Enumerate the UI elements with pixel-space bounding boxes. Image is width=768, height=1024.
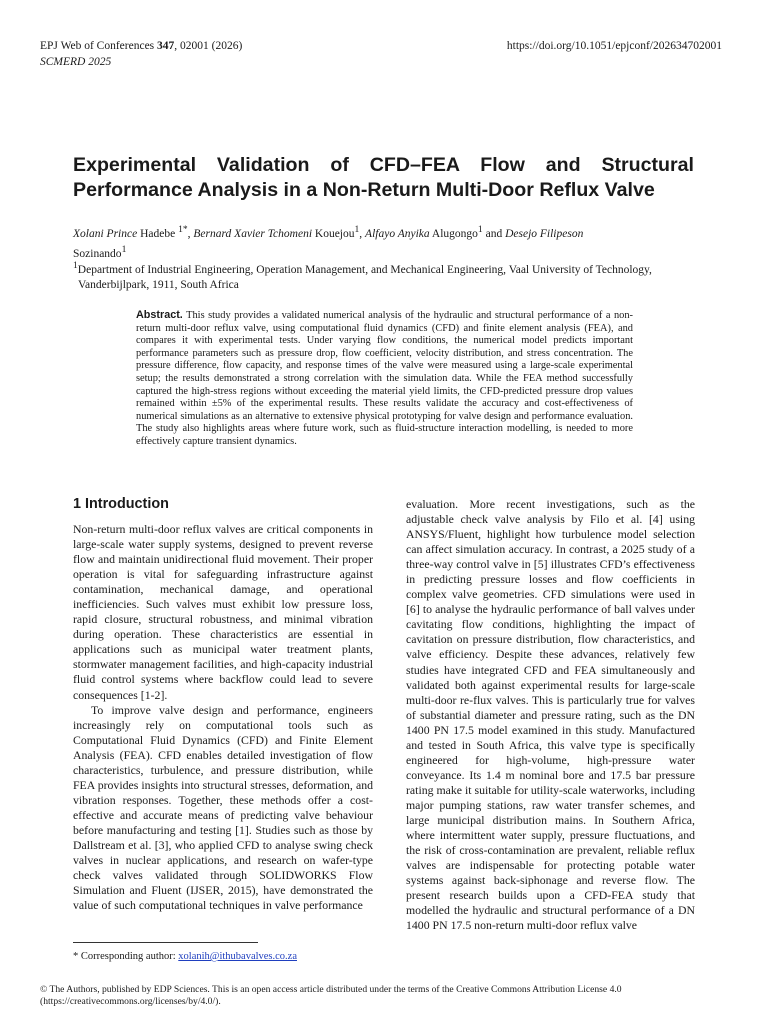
doi-link[interactable]: https://doi.org/10.1051/epjconf/202634702001 <box>506 40 722 52</box>
paper-title: Experimental Validation of CFD–FEA Flow and Structural Performance Analysis in a Non-Return Multi-Door Reflux Valve <box>73 154 694 201</box>
affiliation-sup: 1 <box>73 260 78 271</box>
author-2-given: Bernard Xavier Tchomeni <box>193 227 313 240</box>
affiliation <box>73 258 693 293</box>
author-2-sup: 1 <box>354 224 360 235</box>
author-4-sup: 1 <box>121 243 127 255</box>
author-4-family: Sozinando <box>73 247 122 260</box>
footnote-marker: * <box>73 951 79 962</box>
affiliation-line-2: Vanderbijlpark, 1911, South Africa <box>78 278 239 291</box>
footnote <box>73 950 297 963</box>
author-separator: , <box>359 227 366 240</box>
author-3-given: Alfayo Anyika <box>365 227 430 240</box>
journal-citation <box>40 38 242 54</box>
section-heading-introduction: 1 Introduction <box>73 496 169 512</box>
abstract-text: This study provides a validated numerical analysis of the hydraulic and structural performance of a non-return multi-door reflux valve, using computational fluid dynamics (CFD) and finite element analysis (FEA), and compares it with experimental tests. Under varying flow conditions, the numerical model predicts important performance parameters such as pressure drop, flow coefficient, velocity distribution, and stress concentration. The pressure difference, flow capacity, and response times of the valve were measured using a large-scale experimental setup; the results demonstrated a strong correlation with the simulation data. While the FEA method successfully captured the high-stress regions without exceeding the material yield limits, the CFD-predicted pressure drop values remained within ±5% of the experimental results. These results validate the accuracy and cost-effectiveness of numerical simulations as an alternative to extensive physical prototyping for valve design and performance evaluation. The study also highlights areas where future work, such as fluid-structure interaction modelling, is needed to more effectively capture transient dynamics. <box>136 310 633 447</box>
affiliation-line-1: Department of Industrial Engineering, Operation Management, and Mechanical Engineering, Vaal University of Technology, <box>77 263 652 276</box>
footnote-divider <box>73 942 258 943</box>
body-column-left <box>73 522 373 913</box>
journal-name: EPJ Web of Conferences <box>40 40 158 52</box>
author-1-family: Hadebe <box>137 227 179 240</box>
author-separator: , <box>187 227 194 240</box>
article-number: , 02001 (2026) <box>174 40 243 52</box>
intro-paragraph-1: Non-return multi-door reflux valves are critical components in large-scale water supply systems, designed to prevent reverse flow and maintain unidirectional fluid movement. Their proper operation is vital for safeguarding infrastructure against contamination, mechanical damage, and operational inefficiencies. Such valves must exhibit low pressure loss, rapid closure, structural robustness, and minimal vibration during operation. These characteristics are essential in applications such as municipal water treatment plants, stormwater management facilities, and high-capacity industrial fluid control systems where backflow could lead to severe consequences [1-2]. <box>73 522 373 702</box>
author-1-sup: 1* <box>178 224 188 235</box>
intro-paragraph-2: To improve valve design and performance, engineers increasingly rely on computational tools such as Computational Fluid Dynamics (CFD) and Finite Element Analysis (FEA). CFD enables detailed investigation of flow characteristics, turbulence, and pressure distribution, while FEA provides insights into structural stresses, deformation, and vibration responses. Together, these methods offer a cost-effective and accurate means of predicting valve behaviour before manufacturing and testing [1]. Studies such as those by Dallstream et al. [3], who applied CFD to analyse swing check valves in nuclear applications, and research on wafer-type check valves validated through SOLIDWORKS Flow Simulation and Fluent (IJSER, 2015), have demonstrated the value of such computational techniques in valve performance <box>73 702 373 913</box>
intro-paragraph-3: evaluation. More recent investigations, such as the adjustable check valve analysis by Filo et al. [4] using ANSYS/Fluent, highlight how turbulence model selection can affect simulation accuracy. In contrast, a 2025 study of a three-way control valve in [5] illustrates CFD’s effectiveness in predicting pressure losses and flow coefficients in complex valve geometries. CFD simulations were used in [6] to analyse the hydraulic performance of ball valves under cavitating flow conditions, highlighting the impact of cavitation on pressure distribution, flow characteristics, and valve efficiency. Despite these advances, relatively few studies have integrated CFD and FEA simultaneously and validated both against experimental results for large-scale multi-door re-flux valves. This is particularly true for valves of substantial diameter and pressure rating, such as the DN 1400 PN 17.5 model examined in this study. Manufactured and tested in South Africa, this valve type is specifically engineered for high-volume, high-pressure water conveyance. Its 1.4 m nominal bore and 17.5 bar pressure rating make it suitable for utility-scale waterworks, including major pumping stations, raw water transfer schemes, and large municipal distribution mains. In Southern Africa, where intermittent water supply, pressure fluctuations, and the risk of cross-contamination are prevalent, reliable reflux valves are indispensable for protecting potable water systems against back-siphonage and reverse flow. The present research builds upon a CFD-FEA study that modelled the hydraulic and structural performance of a DN 1400 PN 17.5 non-return multi-door reflux valve <box>406 497 695 933</box>
license-notice: © The Authors, published by EDP Sciences. This is an open access article distributed under the terms of the Creative Commons Attribution License 4.0 (https://creativecommons.org/licenses/by/4.0/). <box>40 984 622 1007</box>
abstract-label: Abstract. <box>136 309 183 321</box>
author-list <box>73 222 673 262</box>
running-header-left <box>40 38 242 70</box>
author-separator: and <box>482 227 506 240</box>
abstract <box>136 309 633 449</box>
author-1-given: Xolani Prince <box>73 227 138 240</box>
body-column-right <box>406 497 695 933</box>
author-3-sup: 1 <box>477 224 483 235</box>
author-3-family: Alugongo <box>429 227 478 240</box>
author-2-family: Kouejou <box>312 227 355 240</box>
conference-name: SCMERD 2025 <box>40 56 112 68</box>
footnote-label: Corresponding author: <box>78 951 179 962</box>
corresponding-email-link[interactable]: xolanih@ithubavalves.co.za <box>178 951 297 962</box>
author-4-given: Desejo Filipeson <box>505 227 584 240</box>
journal-volume: 347 <box>157 40 175 52</box>
